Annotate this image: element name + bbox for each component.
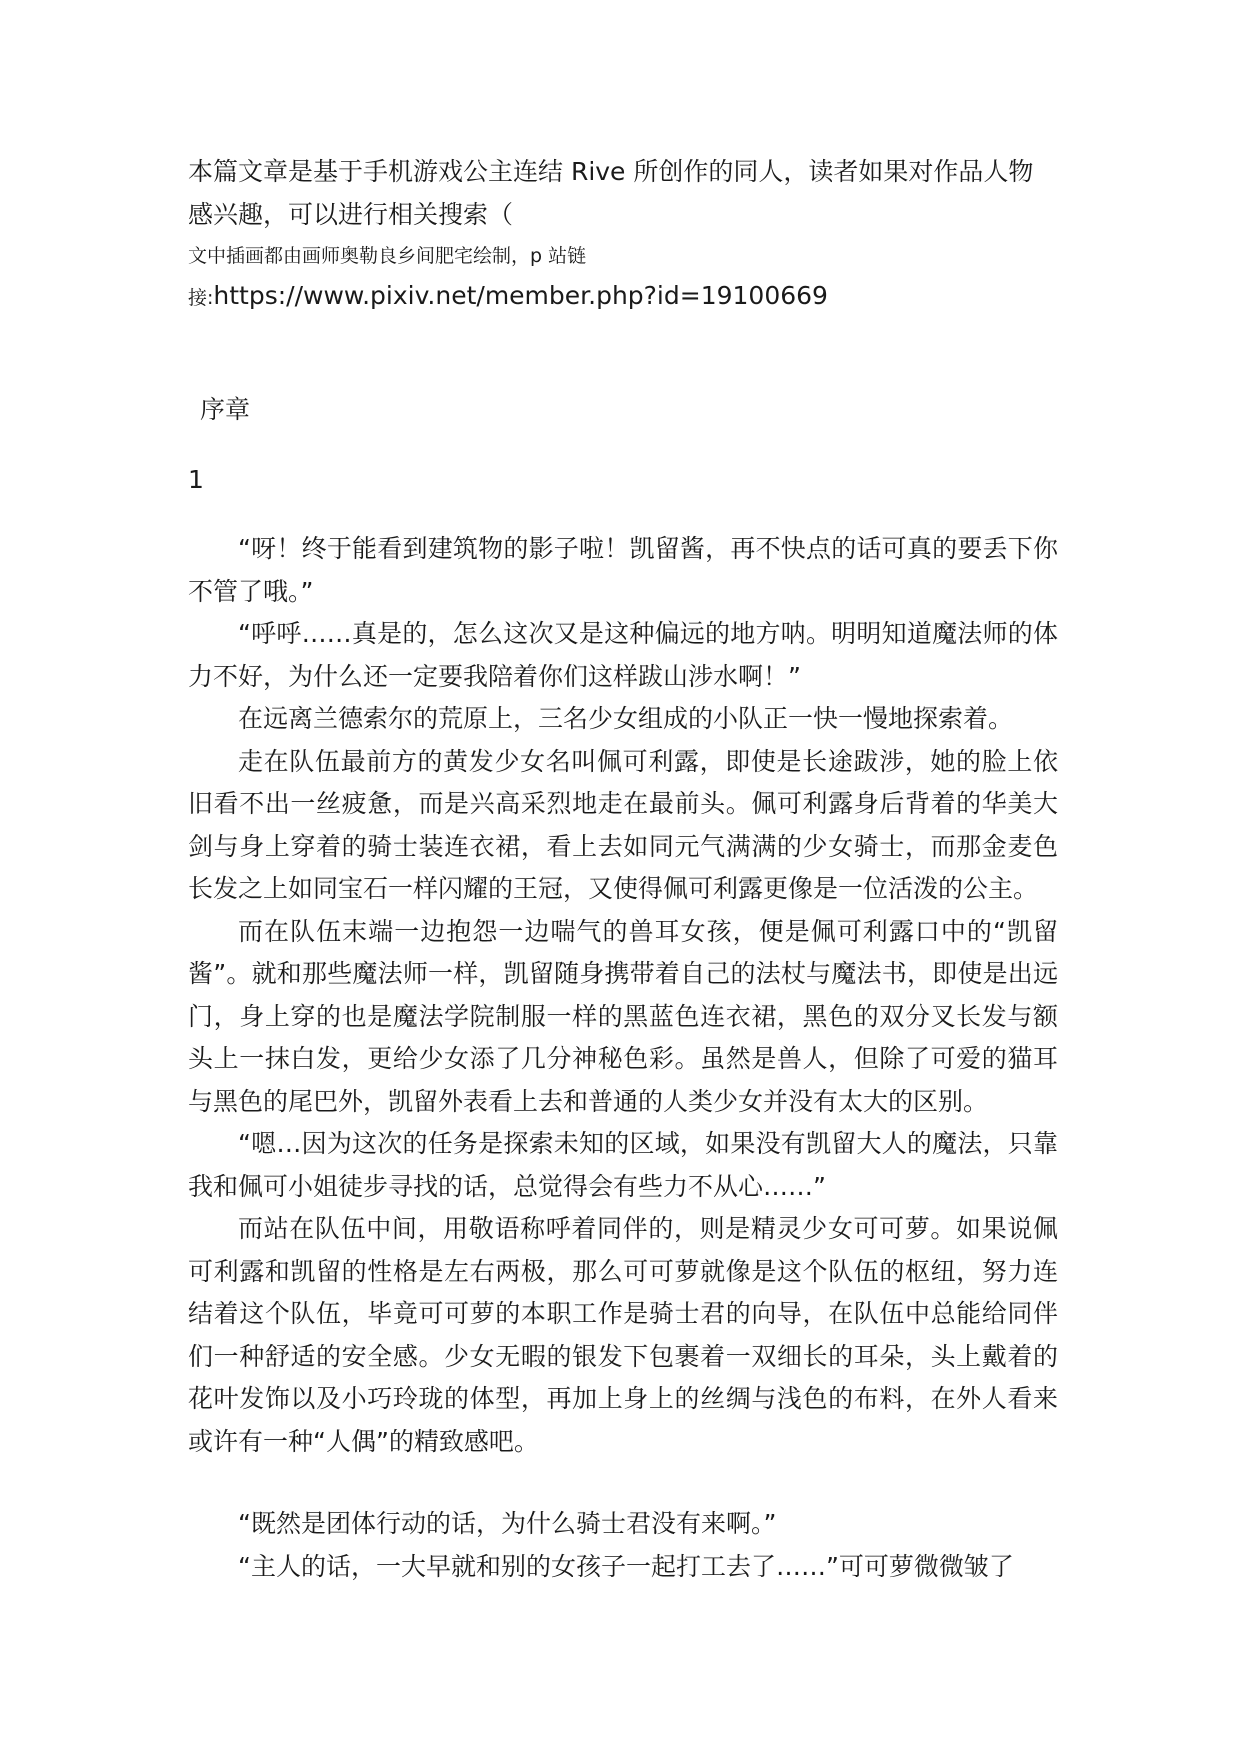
paragraph: “嗯…因为这次的任务是探索未知的区域，如果没有凯留大人的魔法，只靠我和佩可小姐徒步寻找的话，总觉得会有些力不从心……” (188, 1129, 1058, 1201)
intro-note (188, 150, 1058, 318)
paragraph: “主人的话，一大早就和别的女孩子一起打工去了……”可可萝微微皱了 (238, 1551, 1014, 1581)
paragraph: “既然是团体行动的话，为什么骑士君没有来啊。” (238, 1509, 777, 1538)
paragraph: 而站在队伍中间，用敬语称呼着同伴的，则是精灵少女可可萝。如果说佩可利露和凯留的性格是左右两极，那么可可萝就像是这个队伍的枢纽，努力连结着这个队伍，毕竟可可萝的本职工作是骑士君的向导，在队伍中总能给同伴们一种舒适的安全感。少女无暇的银发下包裹着一双细长的耳朵，头上戴着的花叶发饰以及小巧玲珑的体型，再加上身上的丝绸与浅色的布料，在外人看来或许有一种“人偶”的精致感吧。 (188, 1214, 1058, 1456)
story-body (188, 528, 1058, 1588)
paragraph: “呼呼……真是的，怎么这次又是这种偏远的地方呐。明明知道魔法师的体力不好，为什么还一定要我陪着你们这样跋山涉水啊！” (188, 619, 1058, 691)
paragraph: 而在队伍末端一边抱怨一边喘气的兽耳女孩，便是佩可利露口中的“凯留酱”。就和那些魔法师一样，凯留随身携带着自己的法杖与魔法书，即使是出远门，身上穿的也是魔法学院制服一样的黑蓝色连衣裙，黑色的双分叉长发与额头上一抹白发，更给少女添了几分神秘色彩。虽然是兽人，但除了可爱的猫耳与黑色的尾巴外，凯留外表看上去和普通的人类少女并没有太大的区别。 (188, 916, 1058, 1116)
paragraph: “呀！终于能看到建筑物的影子啦！凯留酱，再不快点的话可真的要丢下你不管了哦。” (188, 534, 1058, 606)
document-page (188, 150, 1058, 1588)
chapter-title: 序章 (200, 395, 251, 424)
link-line (188, 276, 1058, 318)
pixiv-link[interactable]: https://www.pixiv.net/member.php?id=19100669 (213, 281, 828, 310)
paragraph: 走在队伍最前方的黄发少女名叫佩可利露，即使是长途跋涉，她的脸上依旧看不出一丝疲惫，而是兴高采烈地走在最前头。佩可利露身后背着的华美大剑与身上穿着的骑士装连衣裙，看上去如同元气满满的少女骑士，而那金麦色长发之上如同宝石一样闪耀的王冠，又使得佩可利露更像是一位活泼的公主。 (188, 746, 1058, 903)
illustration-note: 文中插画都由画师奥勒良乡间肥宅绘制，p 站链 (188, 245, 587, 267)
paragraph: 在远离兰德索尔的荒原上，三名少女组成的小队正一快一慢地探索着。 (238, 704, 1014, 733)
intro-line: 本篇文章是基于手机游戏公主连结 Rive 所创作的同人，读者如果对作品人物感兴趣，可以进行相关搜索（ (188, 157, 1034, 229)
section-number: 1 (188, 465, 204, 494)
link-prefix: 接: (188, 287, 214, 309)
